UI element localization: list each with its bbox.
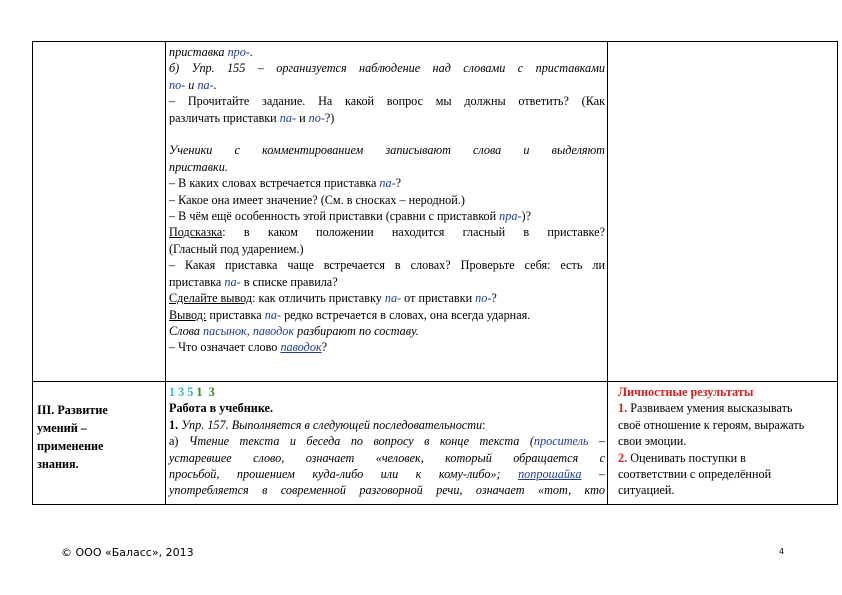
table-row-divider [32,381,838,382]
practice-text: 1 3 5 1 3 Работа в учебнике. 1. Упр. 157. Выполняется в следующей последовательности: а) Чтение текста и беседа по вопросу в конце текста (проситель – устаревшее слово, означает «человек, который обращается с просьбой, прошением куда-либо или к кому-либо»; попрошайка – употребляется в современной разговорной речи, означает «тот, кто [169,385,606,498]
lesson-steps-text: приставка про-. б) Упр. 155 – организуется наблюдение над словами с приставками по- и па-. – Прочитайте задание. На какой вопрос мы должны ответить? (Как различать приставки па- и по-?) Ученики с комментированием записывают слова и выделяют приставки. – В каких словах встречается приставка па-? – Какое она имеет значение? (См. в сносках – неродной.) – В чём ещё особенность этой приставки (сравни с приставкой пра-)? Подсказка: в каком положении находится гласный в приставке? (Гласный под ударением.) – Какая приставка чаще встречается в словах? Проверьте себя: есть ли приставка па- в списке правила? Сделайте вывод: как отличить приставку па- от приставки по-? Вывод: приставка па- редко встречается в словах, она всегда ударная. Слова пасынок, паводок разбирают по составу. – Что означает слово паводок? [169,45,605,355]
personal-results: Личностные результаты 1. Развиваем умения высказывать своё отношение к героям, выражать свои эмоции. 2. Оценивать поступки в соответствии с определённой ситуацией. [618,384,830,499]
table-divider-2 [607,41,608,505]
page-number: 4 [779,547,785,556]
copyright-footer: © ООО «Баласс», 2013 [61,546,194,559]
results-title: Личностные результаты [618,385,754,399]
stage-title: III. Развитие умений – применение знания. [37,403,108,471]
table-divider-1 [165,41,166,505]
